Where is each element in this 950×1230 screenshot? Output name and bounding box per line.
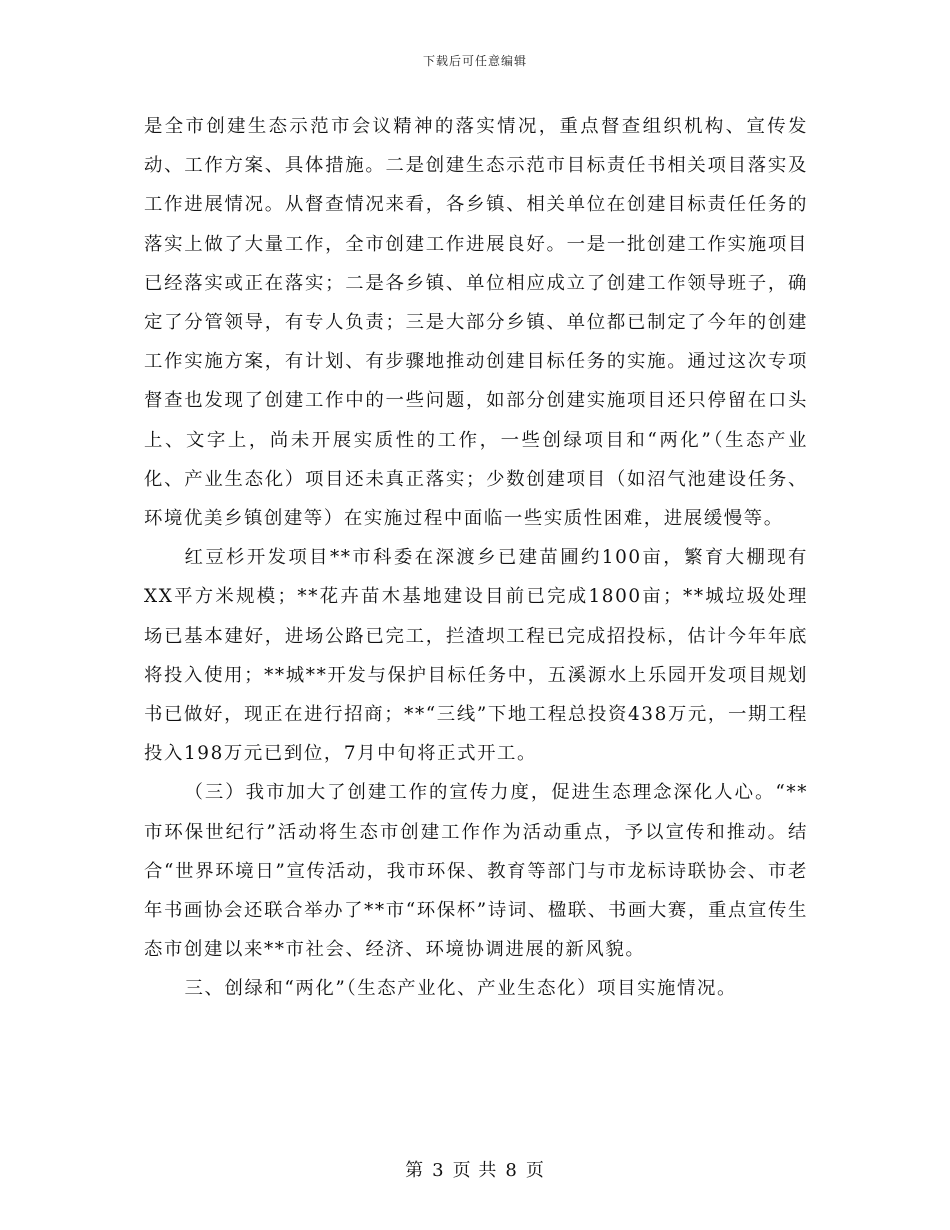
footer-prefix: 第	[405, 1160, 425, 1181]
paragraph-3: （三）我市加大了创建工作的宣传力度，促进生态理念深化人心。“**市环保世纪行”活动将生态市创建工作作为活动重点，予以宣传和推动。结合“世界环境日”宣传活动，我市环保、教育等部门与市龙标诗联协会、市老年书画协会还联合举办了**市“环保杯”诗词、楹联、书画大赛，重点宣传生态市创建以来**市社会、经济、环境协调进展的新风貌。	[144, 782, 808, 961]
paragraph-1: 是全市创建生态示范市会议精神的落实情况，重点督查组织机构、宣传发动、工作方案、具体措施。二是创建生态示范市目标责任书相关项目落实及工作进展情况。从督查情况来看，各乡镇、相关单位在创建目标责任任务的落实上做了大量工作，全市创建工作进展良好。一是一批创建工作实施项目已经落实或正在落实；二是各乡镇、单位相应成立了创建工作领导班子，确定了分管领导，有专人负责；三是大部分乡镇、单位都已制定了今年的创建工作实施方案，有计划、有步骤地推动创建目标任务的实施。通过这次专项督查也发现了创建工作中的一些问题，如部分创建实施项目还只停留在口头上、文字上，尚未开展实质性的工作，一些创绿项目和“两化”（生态产业化、产业生态化）项目还未真正落实；少数创建项目（如沼气池建设任务、环境优美乡镇创建等）在实施过程中面临一些实质性困难，进展缓慢等。	[144, 116, 808, 530]
paragraph-2: 红豆杉开发项目**市科委在深渡乡已建苗圃约100亩，繁育大棚现有XX平方米规模；**花卉苗木基地建设目前已完成1800亩；**城垃圾处理场已基本建好，进场公路已完工，拦渣坝工程已完成招投标，估计今年年底将投入使用；**城**开发与保护目标任务中，五溪源水上乐园开发项目规划书已做好，现正在进行招商；**“三线”下地工程总投资438万元，一期工程投入198万元已到位，7月中旬将正式开工。	[144, 547, 808, 765]
current-page-number: 3	[432, 1160, 445, 1181]
total-page-number: 8	[505, 1160, 518, 1181]
document-body	[144, 107, 808, 1009]
footer-suffix: 页	[525, 1160, 545, 1181]
page-footer	[0, 1156, 950, 1182]
footer-middle: 页 共	[452, 1160, 498, 1181]
page-header: 下载后可任意编辑	[422, 54, 527, 68]
paragraph-4: 三、创绿和“两化”（生态产业化、产业生态化）项目实施情况。	[184, 978, 738, 1000]
